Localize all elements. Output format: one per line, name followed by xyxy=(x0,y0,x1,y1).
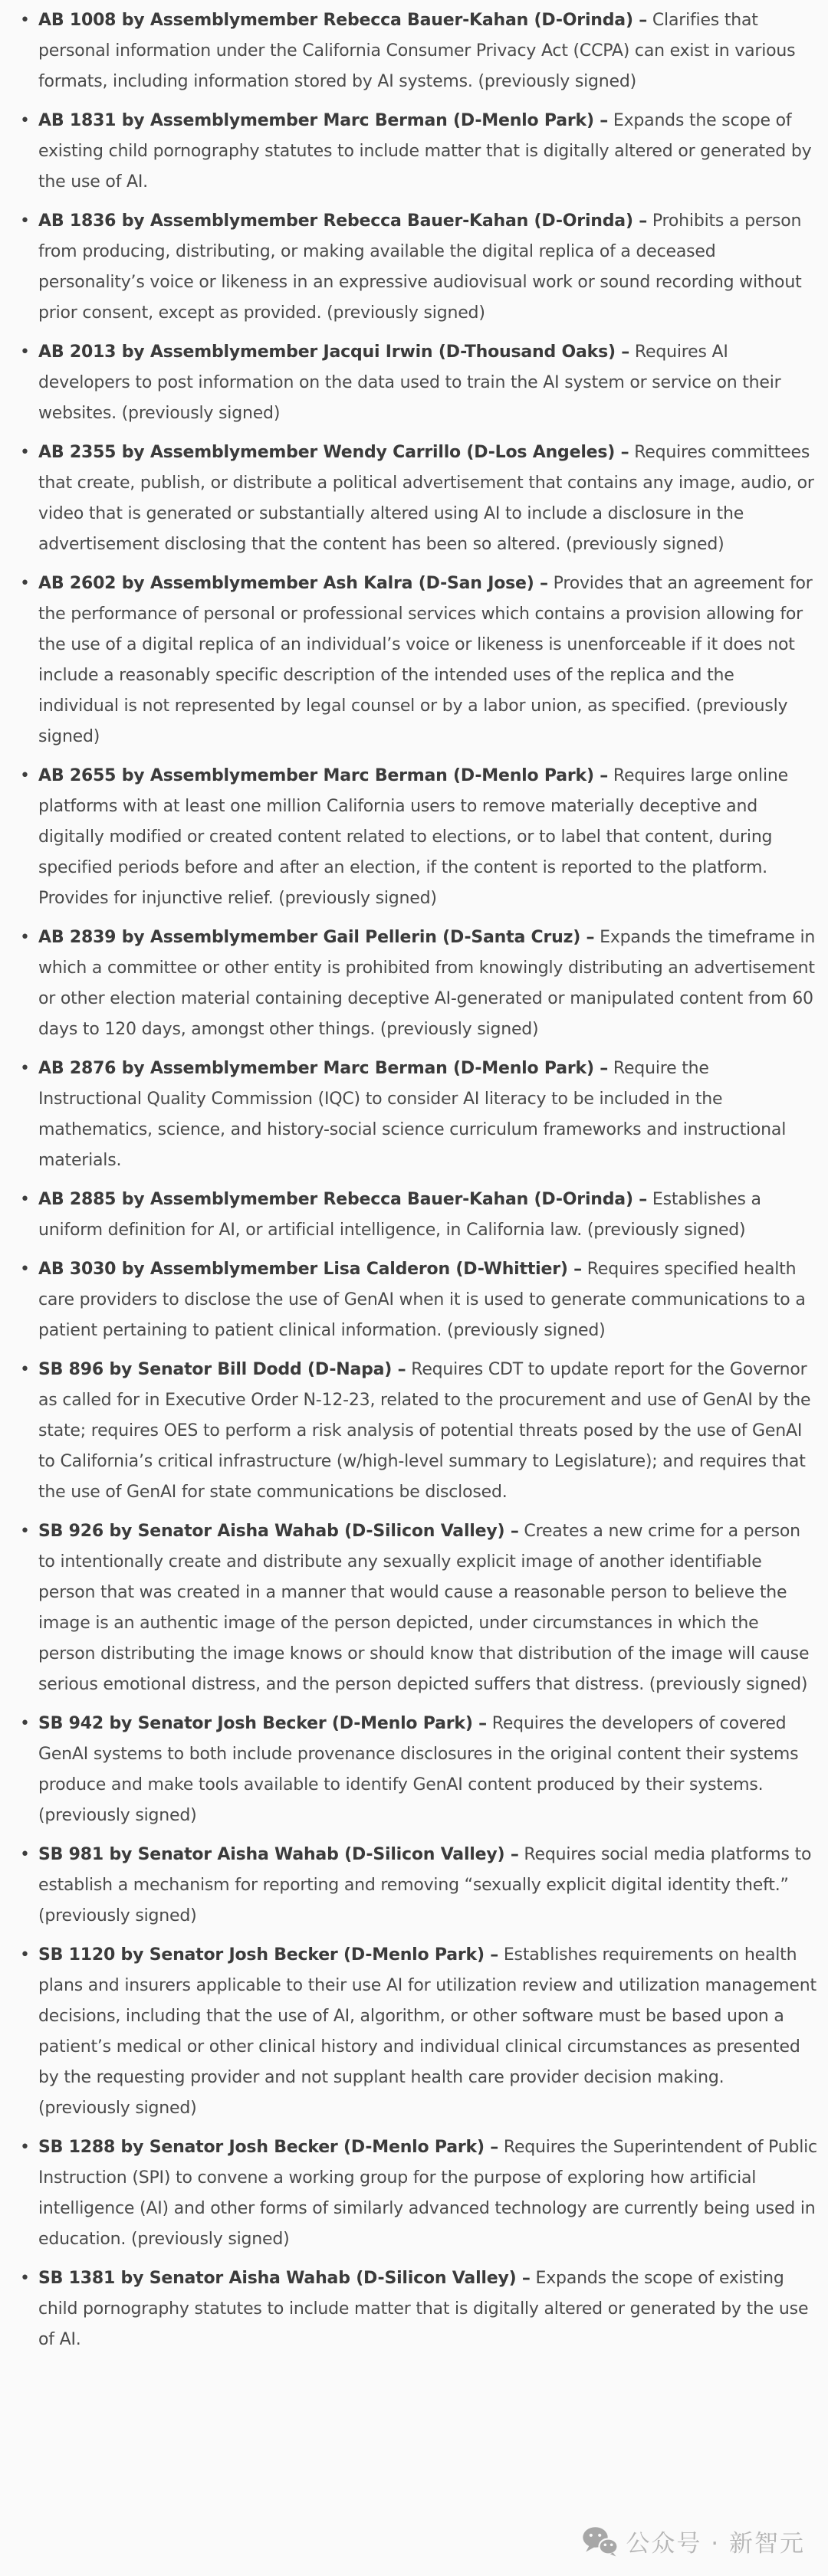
bill-description: Prohibits a person from producing, distributing, or making available the digital replica of a deceased personality’s voice or likeness in an expressive audiovisual work or sound recording without prior consent, except as provided. (previously signed) xyxy=(38,211,802,323)
list-item xyxy=(0,1054,817,1176)
list-item xyxy=(0,761,817,914)
bill-title: AB 3030 by Assemblymember Lisa Calderon (D-Whittier) – xyxy=(38,1260,582,1279)
watermark xyxy=(582,2524,805,2558)
bill-description: Requires large online platforms with at least one million California users to remove materially deceptive and digitally modified or created content related to elections, or to label that content, during specified periods before and after an election, if the content is reported to the platform. Provides for injunctive relief. (previously signed) xyxy=(38,766,788,908)
list-item xyxy=(0,1709,817,1831)
bill-title: SB 926 by Senator Aisha Wahab (D-Silicon Valley) – xyxy=(38,1522,519,1541)
list-item xyxy=(0,206,817,329)
bill-description: Establishes requirements on health plans and insurers applicable to their use AI for utilization review and utilization management decisions, including that the use of AI, algorithm, or other software must be based upon a patient’s medical or other clinical history and individual clinical circumstances as presented by the requesting provider and not supplant health care provider decision making. (previously signed) xyxy=(38,1945,816,2118)
list-item xyxy=(0,1254,817,1346)
bill-title: AB 1836 by Assemblymember Rebecca Bauer-Kahan (D-Orinda) – xyxy=(38,211,648,231)
bill-title: AB 2602 by Assemblymember Ash Kalra (D-San Jose) – xyxy=(38,574,548,593)
list-item xyxy=(0,569,817,752)
list-item xyxy=(0,1185,817,1246)
bill-description: Clarifies that personal information under the California Consumer Privacy Act (CCPA) can exist in various formats, including information stored by AI systems. (previously signed) xyxy=(38,11,796,91)
bill-description: Provides that an agreement for the performance of personal or professional services which contains a provision allowing for the use of a digital replica of an individual’s voice or likeness is unenforceable if it does not include a reasonably specific description of the intended uses of the replica and the individual is not represented by legal counsel or by a labor union, as specified. (previously signed) xyxy=(38,574,813,746)
list-item xyxy=(0,5,817,97)
list-item xyxy=(0,438,817,560)
bill-title: AB 1831 by Assemblymember Marc Berman (D-Menlo Park) – xyxy=(38,111,609,130)
list-item xyxy=(0,1355,817,1508)
bill-description: Requires committees that create, publish, or distribute a political advertisement that contains any image, audio, or video that is generated or substantially altered using AI to include a disclosure in the advertisement disclosing that the content has been so altered. (previously signed) xyxy=(38,443,814,554)
bill-title: AB 2876 by Assemblymember Marc Berman (D-Menlo Park) – xyxy=(38,1059,609,1078)
bill-title: SB 1288 by Senator Josh Becker (D-Menlo Park) – xyxy=(38,2138,499,2157)
bill-title: SB 1120 by Senator Josh Becker (D-Menlo Park) – xyxy=(38,1945,499,1965)
bill-description: Requires social media platforms to establish a mechanism for reporting and removing “sexually explicit digital identity theft.” (previously signed) xyxy=(38,1845,812,1925)
bill-title: SB 981 by Senator Aisha Wahab (D-Silicon Valley) – xyxy=(38,1845,519,1864)
bill-title: SB 896 by Senator Bill Dodd (D-Napa) – xyxy=(38,1360,406,1379)
bill-description: Requires CDT to update report for the Governor as called for in Executive Order N-12-23, related to the procurement and use of GenAI by the state; requires OES to perform a risk analysis of potential threats posed by the use of GenAI to California’s critical infrastructure (w/high-level summary to Legislature); and requires that the use of GenAI for state communications be disclosed. xyxy=(38,1360,811,1502)
bill-description: Requires specified health care providers to disclose the use of GenAI when it is used to generate communications to a patient pertaining to patient clinical information. (previously signed) xyxy=(38,1260,806,1340)
bill-description: Requires AI developers to post information on the data used to train the AI system or service on their websites. (previously signed) xyxy=(38,342,781,423)
list-item xyxy=(0,1840,817,1932)
bill-title: AB 2355 by Assemblymember Wendy Carrillo (D-Los Angeles) – xyxy=(38,443,629,462)
bill-title: SB 1381 by Senator Aisha Wahab (D-Silicon Valley) – xyxy=(38,2269,531,2288)
list-item xyxy=(0,2132,817,2255)
list-item xyxy=(0,923,817,1045)
bill-title: SB 942 by Senator Josh Becker (D-Menlo Park) – xyxy=(38,1714,487,1733)
bill-description: Requires the Superintendent of Public Instruction (SPI) to convene a working group for the purpose of exploring how artificial intelligence (AI) and other forms of similarly advanced technology are currently being used in education. (previously signed) xyxy=(38,2138,817,2249)
bill-description: Establishes a uniform definition for AI, or artificial intelligence, in California law. (previously signed) xyxy=(38,1190,761,1240)
bill-description: Creates a new crime for a person to intentionally create and distribute any sexually explicit image of another identifiable person that was created in a manner that would cause a reasonable person to believe the image is an authentic image of the person depicted, under circumstances in which the person distributing the image knows or should know that distribution of the image will cause serious emotional distress, and the person depicted suffers that distress. (previously signed) xyxy=(38,1522,810,1694)
list-item xyxy=(0,2263,817,2355)
bill-description: Expands the scope of existing child pornography statutes to include matter that is digitally altered or generated by the use of AI. xyxy=(38,111,812,192)
bill-title: AB 1008 by Assemblymember Rebecca Bauer-Kahan (D-Orinda) – xyxy=(38,11,648,30)
bill-title: AB 2885 by Assemblymember Rebecca Bauer-Kahan (D-Orinda) – xyxy=(38,1190,648,1209)
list-item xyxy=(0,1940,817,2124)
bill-title: AB 2013 by Assemblymember Jacqui Irwin (D-Thousand Oaks) – xyxy=(38,342,630,362)
list-item xyxy=(0,106,817,198)
list-item xyxy=(0,1516,817,1700)
list-item xyxy=(0,337,817,429)
bill-description: Expands the timeframe in which a committee or other entity is prohibited from knowingly distributing an advertisement or other election material containing deceptive AI-generated or manipulated content from 60 days to 120 days, amongst other things. (previously signed) xyxy=(38,928,816,1039)
bill-title: AB 2655 by Assemblymember Marc Berman (D-Menlo Park) – xyxy=(38,766,609,785)
bill-description: Requires the developers of covered GenAI systems to both include provenance disclosures in the original content their systems produce and make tools available to identify GenAI content produced by their systems. (previously signed) xyxy=(38,1714,799,1825)
wechat-icon xyxy=(582,2526,619,2557)
bill-description: Expands the scope of existing child pornography statutes to include matter that is digitally altered or generated by the use of AI. xyxy=(38,2269,809,2349)
bill-description: Require the Instructional Quality Commission (IQC) to consider AI literacy to be included in the mathematics, science, and history-social science curriculum frameworks and instructional materials. xyxy=(38,1059,787,1170)
bill-title: AB 2839 by Assemblymember Gail Pellerin (D-Santa Cruz) – xyxy=(38,928,595,947)
watermark-text: 公众号 · 新智元 xyxy=(626,2530,805,2558)
